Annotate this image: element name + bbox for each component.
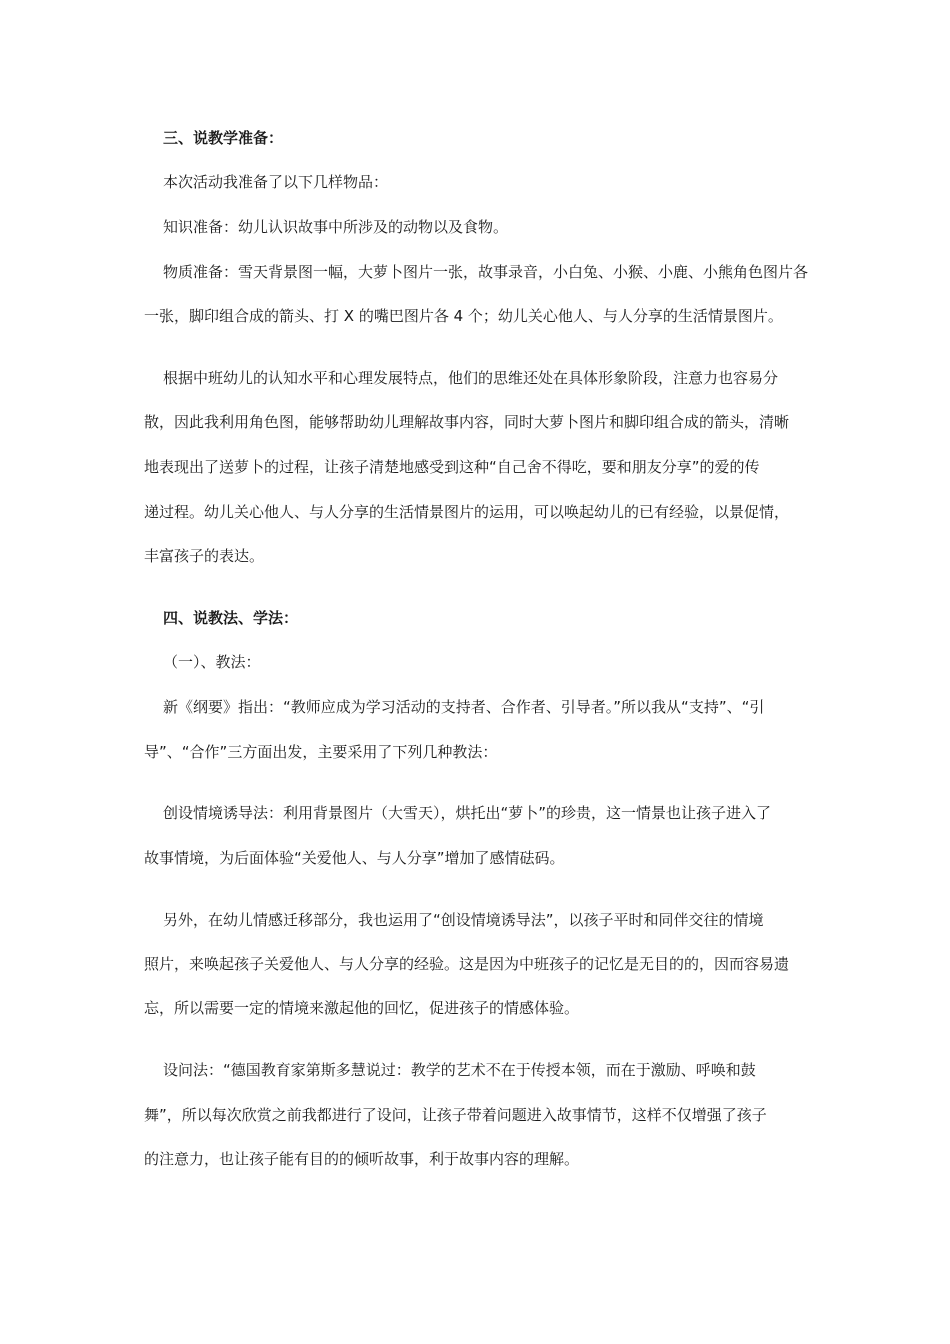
methods-gangyao-line2: 导”、“合作”三方面出发，主要采用了下列几种教法： — [144, 743, 498, 761]
prep-material-line2: 一张，脚印组合成的箭头、打 X 的嘴巴图片各 4 个；幼儿关心他人、与人分享的生活情景图片。 — [144, 307, 783, 325]
prep-reason-line3: 地表现出了送萝卜的过程，让孩子清楚地感受到这种“自己舍不得吃，要和朋友分享”的爱的传 — [144, 458, 760, 476]
prep-reason-line2: 散，因此我利用角色图，能够帮助幼儿理解故事内容，同时大萝卜图片和脚印组合成的箭头，清晰 — [144, 413, 790, 431]
methods-extra-line1: 另外，在幼儿情感迁移部分，我也运用了“创设情境诱导法”，以孩子平时和同伴交往的情境 — [163, 911, 764, 929]
methods-question-line3: 的注意力，也让孩子能有目的的倾听故事，利于故事内容的理解。 — [144, 1150, 580, 1168]
prep-reason-line5: 丰富孩子的表达。 — [144, 547, 265, 565]
methods-subheading: （一）、教法： — [163, 653, 261, 671]
section-heading-methods: 四、说教法、学法： — [163, 609, 299, 627]
methods-question-line2: 舞”，所以每次欣赏之前我都进行了设问，让孩子带着问题进入故事情节，这样不仅增强了孩子 — [144, 1106, 767, 1124]
prep-knowledge: 知识准备：幼儿认识故事中所涉及的动物以及食物。 — [163, 218, 509, 236]
methods-question-line1: 设问法：“德国教育家第斯多慧说过：教学的艺术不在于传授本领，而在于激励、呼唤和鼓 — [163, 1061, 756, 1079]
prep-intro: 本次活动我准备了以下几样物品： — [163, 173, 389, 191]
prep-reason-line4: 递过程。幼儿关心他人、与人分享的生活情景图片的运用，可以唤起幼儿的已有经验，以景促情， — [144, 503, 790, 521]
prep-material-line1: 物质准备：雪天背景图一幅，大萝卜图片一张，故事录音，小白兔、小猴、小鹿、小熊角色图片各 — [163, 263, 809, 281]
methods-extra-line3: 忘，所以需要一定的情境来激起他的回忆，促进孩子的情感体验。 — [144, 999, 580, 1017]
methods-scene-line1: 创设情境诱导法：利用背景图片（大雪天），烘托出“萝卜”的珍贵，这一情景也让孩子进入了 — [163, 804, 772, 822]
methods-gangyao-line1: 新《纲要》指出：“教师应成为学习活动的支持者、合作者、引导者。”所以我从“支持”、“引 — [163, 698, 765, 716]
prep-reason-line1: 根据中班幼儿的认知水平和心理发展特点，他们的思维还处在具体形象阶段，注意力也容易分 — [163, 369, 779, 387]
section-heading-prep: 三、说教学准备： — [163, 129, 284, 147]
methods-extra-line2: 照片，来唤起孩子关爱他人、与人分享的经验。这是因为中班孩子的记忆是无目的的，因而容易遗 — [144, 955, 790, 973]
methods-scene-line2: 故事情境，为后面体验“关爱他人、与人分享”增加了感情砝码。 — [144, 849, 565, 867]
